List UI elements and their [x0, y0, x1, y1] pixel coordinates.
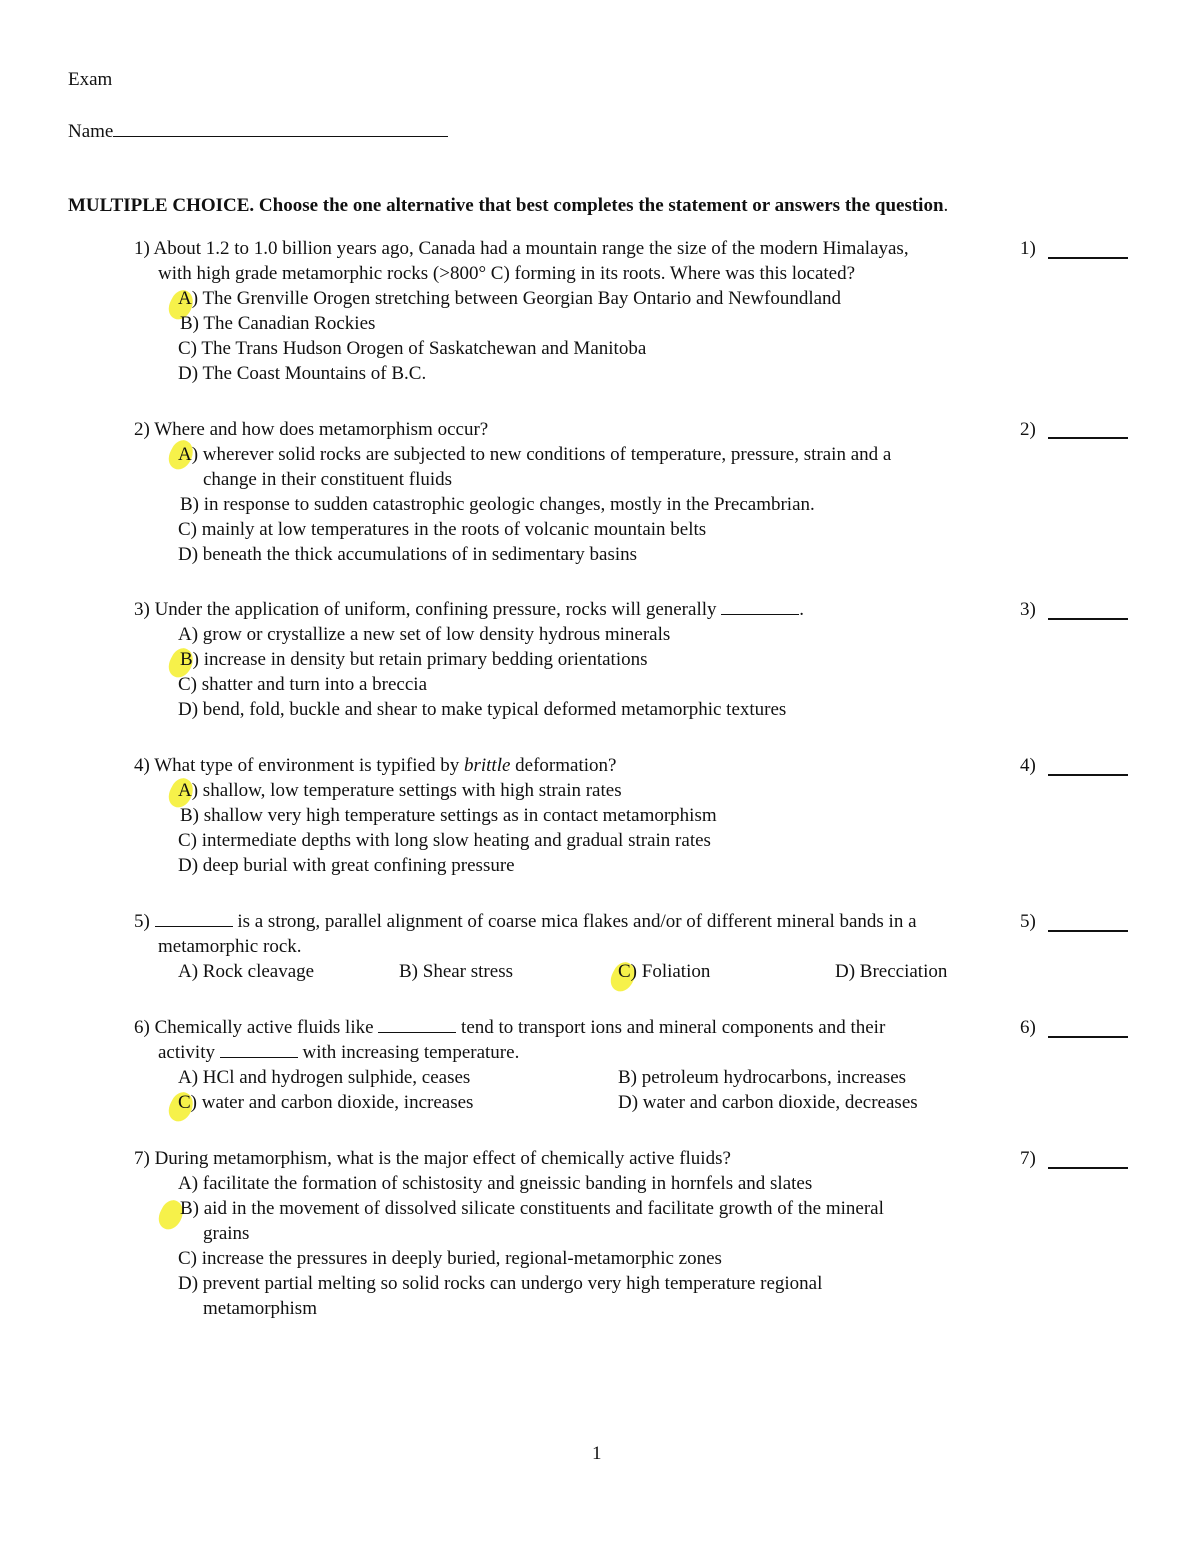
option-c[interactable]: C) intermediate depths with long slow heating and gradual strain rates: [178, 830, 711, 851]
option-b[interactable]: B) petroleum hydrocarbons, increases: [618, 1067, 907, 1088]
answer-label: 2): [1020, 419, 1036, 440]
question-stem-text: 4) What type of environment is typified by: [134, 755, 464, 776]
answer-label: 3): [1020, 599, 1036, 620]
question-number: 5): [134, 911, 150, 932]
answer-label: 7): [1020, 1148, 1036, 1169]
option-c[interactable]: C) mainly at low temperatures in the roots of volcanic mountain belts: [178, 519, 707, 540]
fill-blank: [155, 909, 233, 927]
option-a[interactable]: A) Rock cleavage: [178, 961, 315, 982]
name-label: Name: [68, 121, 114, 142]
option-a[interactable]: A) facilitate the formation of schistosity and gneissic banding in hornfels and slates: [178, 1173, 813, 1194]
option-b[interactable]: B) in response to sudden catastrophic geologic changes, mostly in the Precambrian.: [180, 494, 815, 515]
question-stem: 2) Where and how does metamorphism occur?: [134, 419, 489, 440]
option-a[interactable]: A) The Grenville Orogen stretching between Georgian Bay Ontario and Newfoundland: [178, 288, 842, 309]
option-c[interactable]: C) water and carbon dioxide, increases: [178, 1092, 474, 1113]
option-c[interactable]: C) The Trans Hudson Orogen of Saskatchewan and Manitoba: [178, 338, 647, 359]
option-a[interactable]: A) HCl and hydrogen sulphide, ceases: [178, 1067, 471, 1088]
question-stem: 1) About 1.2 to 1.0 billion years ago, Canada had a mountain range the size of the modern Himalayas,: [134, 238, 909, 259]
question-stem-end: .: [799, 599, 804, 620]
answer-blank[interactable]: [1048, 930, 1128, 932]
option-d[interactable]: D) beneath the thick accumulations of in sedimentary basins: [178, 544, 638, 565]
question-stem: 7) During metamorphism, what is the major effect of chemically active fluids?: [134, 1148, 731, 1169]
option-a-continued: change in their constituent fluids: [203, 469, 453, 490]
option-b[interactable]: B) increase in density but retain primary bedding orientations: [180, 649, 648, 670]
option-d[interactable]: D) prevent partial melting so solid rocks can undergo very high temperature regional: [178, 1273, 823, 1294]
option-b[interactable]: B) The Canadian Rockies: [180, 313, 376, 334]
question-stem: with high grade metamorphic rocks (>800° C) forming in its roots. Where was this located?: [158, 263, 856, 284]
question-stem: [134, 597, 804, 622]
question-stem-text: 6) Chemically active fluids like: [134, 1017, 374, 1038]
question-stem-text: activity: [158, 1042, 215, 1063]
instructions-end: .: [943, 195, 949, 216]
option-d[interactable]: D) bend, fold, buckle and shear to make typical deformed metamorphic textures: [178, 699, 787, 720]
fill-blank: [378, 1015, 456, 1033]
question-stem: metamorphic rock.: [158, 936, 302, 957]
fill-blank: [721, 597, 799, 615]
question-stem: [134, 753, 616, 778]
name-field[interactable]: [68, 120, 448, 143]
question-stem-text: is a strong, parallel alignment of coarse mica flakes and/or of different mineral bands in a: [237, 911, 917, 932]
question-stem-text: 3) Under the application of uniform, confining pressure, rocks will generally: [134, 599, 717, 620]
instructions-bold: MULTIPLE CHOICE. Choose the one alternative that best completes the statement or answers the question: [68, 195, 944, 216]
question-stem-text: tend to transport ions and mineral components and their: [461, 1017, 886, 1038]
answer-label: 1): [1020, 238, 1036, 259]
option-c[interactable]: C) shatter and turn into a breccia: [178, 674, 428, 695]
question-stem: [134, 1015, 885, 1040]
option-b[interactable]: B) shallow very high temperature settings as in contact metamorphism: [180, 805, 717, 826]
question-stem-text: with increasing temperature.: [302, 1042, 520, 1063]
question-stem: [158, 1040, 519, 1065]
answer-blank[interactable]: [1048, 1167, 1128, 1169]
question-stem-text: deformation?: [510, 755, 617, 776]
fill-blank: [220, 1040, 298, 1058]
option-c[interactable]: C) Foliation: [618, 961, 711, 982]
answer-label: 6): [1020, 1017, 1036, 1038]
question-stem-emphasis: brittle: [463, 755, 511, 776]
answer-blank[interactable]: [1048, 257, 1128, 259]
answer-blank[interactable]: [1048, 774, 1128, 776]
question-stem: [134, 909, 917, 934]
option-b-continued: grains: [203, 1223, 250, 1244]
option-c[interactable]: C) increase the pressures in deeply buried, regional-metamorphic zones: [178, 1248, 722, 1269]
option-a[interactable]: A) shallow, low temperature settings with high strain rates: [178, 780, 622, 801]
option-d[interactable]: D) The Coast Mountains of B.C.: [178, 363, 427, 384]
option-b[interactable]: B) Shear stress: [399, 961, 513, 982]
option-a[interactable]: A) grow or crystallize a new set of low density hydrous minerals: [178, 624, 671, 645]
option-a[interactable]: A) wherever solid rocks are subjected to new conditions of temperature, pressure, strain and a: [178, 444, 892, 465]
answer-blank[interactable]: [1048, 1036, 1128, 1038]
answer-blank[interactable]: [1048, 618, 1128, 620]
name-blank[interactable]: [113, 120, 448, 137]
answer-label: 4): [1020, 755, 1036, 776]
option-d[interactable]: D) deep burial with great confining pressure: [178, 855, 515, 876]
page-number: 1: [592, 1443, 602, 1464]
answer-blank[interactable]: [1048, 437, 1128, 439]
instructions: [68, 195, 948, 217]
option-d-continued: metamorphism: [203, 1298, 317, 1319]
exam-title: Exam: [68, 69, 113, 90]
answer-label: 5): [1020, 911, 1036, 932]
option-d[interactable]: D) Brecciation: [835, 961, 948, 982]
option-d[interactable]: D) water and carbon dioxide, decreases: [618, 1092, 918, 1113]
option-b[interactable]: B) aid in the movement of dissolved silicate constituents and facilitate growth of the mineral: [180, 1198, 884, 1219]
